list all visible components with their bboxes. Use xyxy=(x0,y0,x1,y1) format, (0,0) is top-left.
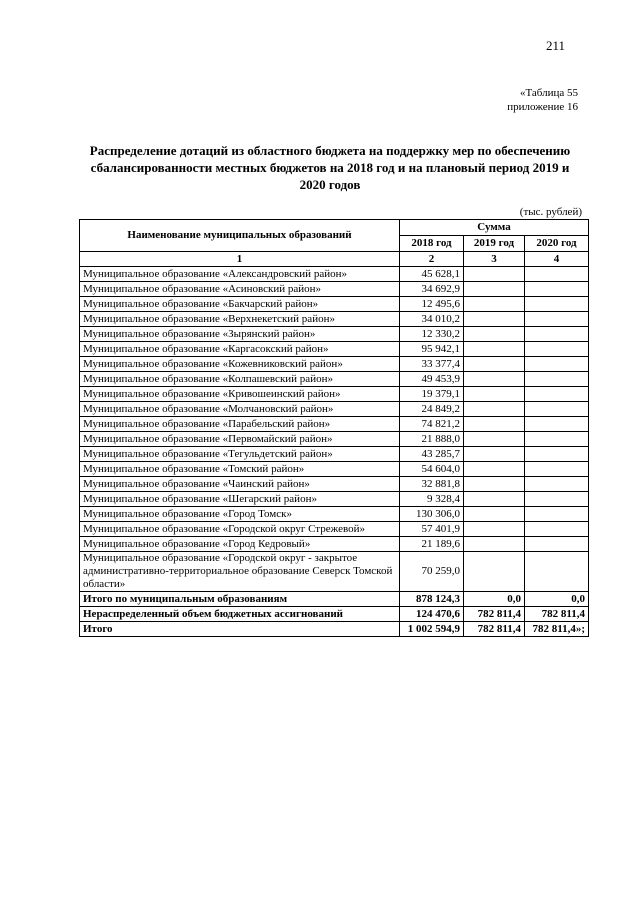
table-row xyxy=(80,477,589,492)
municipality-name: Муниципальное образование «Томский район» xyxy=(80,462,400,477)
value-2018: 9 328,4 xyxy=(400,492,464,507)
units-label: (тыс. рублей) xyxy=(519,206,582,218)
page-number: 211 xyxy=(546,38,566,53)
total-label: Итого xyxy=(80,622,400,637)
value-2019 xyxy=(464,492,525,507)
value-2018: 54 604,0 xyxy=(400,462,464,477)
municipality-name: Муниципальное образование «Чаинский район» xyxy=(80,477,400,492)
total-2020: 0,0 xyxy=(525,592,589,607)
value-2018: 21 189,6 xyxy=(400,537,464,552)
municipality-name: Муниципальное образование «Городской округ - закрытое административно-территориальное образование Северск Томской области» xyxy=(80,552,400,592)
value-2020 xyxy=(525,522,589,537)
subsidy-table xyxy=(79,219,589,637)
municipality-name: Муниципальное образование «Тегульдетский район» xyxy=(80,447,400,462)
value-2020 xyxy=(525,492,589,507)
value-2020 xyxy=(525,282,589,297)
value-2019 xyxy=(464,507,525,522)
table-row xyxy=(80,342,589,357)
document-title: Распределение дотаций из областного бюджета на поддержку мер по обеспечению сбалансированности местных бюджетов на 2018 год и на плановый период 2019 и 2020 годов xyxy=(89,143,571,192)
value-2020 xyxy=(525,417,589,432)
value-2019 xyxy=(464,462,525,477)
municipality-name: Муниципальное образование «Бакчарский район» xyxy=(80,297,400,312)
value-2019 xyxy=(464,297,525,312)
municipality-name: Муниципальное образование «Парабельский район» xyxy=(80,417,400,432)
value-2019 xyxy=(464,357,525,372)
value-2019 xyxy=(464,342,525,357)
municipality-name: Муниципальное образование «Зырянский район» xyxy=(80,327,400,342)
value-2020 xyxy=(525,537,589,552)
value-2018: 12 495,6 xyxy=(400,297,464,312)
column-number: 2 xyxy=(400,252,464,267)
value-2019 xyxy=(464,267,525,282)
table-body xyxy=(80,267,589,637)
table-row xyxy=(80,297,589,312)
table-row xyxy=(80,537,589,552)
value-2018: 70 259,0 xyxy=(400,552,464,592)
value-2019 xyxy=(464,312,525,327)
header-year-2020: 2020 год xyxy=(525,236,589,252)
total-2020: 782 811,4»; xyxy=(525,622,589,637)
table-row xyxy=(80,507,589,522)
value-2020 xyxy=(525,327,589,342)
municipality-name: Муниципальное образование «Кривошеинский район» xyxy=(80,387,400,402)
table-row xyxy=(80,282,589,297)
municipality-name: Муниципальное образование «Кожевниковский район» xyxy=(80,357,400,372)
value-2019 xyxy=(464,402,525,417)
value-2018: 21 888,0 xyxy=(400,432,464,447)
value-2019 xyxy=(464,387,525,402)
total-2019: 782 811,4 xyxy=(464,607,525,622)
value-2018: 24 849,2 xyxy=(400,402,464,417)
total-row xyxy=(80,592,589,607)
value-2018: 19 379,1 xyxy=(400,387,464,402)
header-year-2019: 2019 год xyxy=(464,236,525,252)
table-row xyxy=(80,432,589,447)
value-2020 xyxy=(525,462,589,477)
value-2018: 34 692,9 xyxy=(400,282,464,297)
value-2019 xyxy=(464,282,525,297)
value-2018: 45 628,1 xyxy=(400,267,464,282)
municipality-name: Муниципальное образование «Каргасокский район» xyxy=(80,342,400,357)
municipality-name: Муниципальное образование «Асиновский район» xyxy=(80,282,400,297)
total-row xyxy=(80,607,589,622)
total-2019: 782 811,4 xyxy=(464,622,525,637)
value-2019 xyxy=(464,552,525,592)
table-row xyxy=(80,372,589,387)
table-row xyxy=(80,402,589,417)
municipality-name: Муниципальное образование «Молчановский район» xyxy=(80,402,400,417)
total-label: Нераспределенный объем бюджетных ассигнований xyxy=(80,607,400,622)
annex-reference xyxy=(507,86,578,114)
header-sum: Сумма xyxy=(400,220,589,236)
municipality-name: Муниципальное образование «Александровский район» xyxy=(80,267,400,282)
total-2018: 124 470,6 xyxy=(400,607,464,622)
value-2020 xyxy=(525,507,589,522)
value-2018: 49 453,9 xyxy=(400,372,464,387)
total-2019: 0,0 xyxy=(464,592,525,607)
value-2019 xyxy=(464,417,525,432)
value-2019 xyxy=(464,372,525,387)
annex-table-label: «Таблица 55 xyxy=(519,87,578,99)
table-row xyxy=(80,447,589,462)
value-2019 xyxy=(464,537,525,552)
table-row xyxy=(80,417,589,432)
municipality-name: Муниципальное образование «Шегарский район» xyxy=(80,492,400,507)
column-number: 3 xyxy=(464,252,525,267)
table-row xyxy=(80,327,589,342)
column-number: 4 xyxy=(525,252,589,267)
total-label: Итого по муниципальным образованиям xyxy=(80,592,400,607)
value-2020 xyxy=(525,342,589,357)
municipality-name: Муниципальное образование «Колпашевский район» xyxy=(80,372,400,387)
value-2019 xyxy=(464,522,525,537)
value-2018: 33 377,4 xyxy=(400,357,464,372)
value-2018: 32 881,8 xyxy=(400,477,464,492)
value-2019 xyxy=(464,477,525,492)
municipality-name: Муниципальное образование «Город Кедровый» xyxy=(80,537,400,552)
table-row xyxy=(80,312,589,327)
total-row xyxy=(80,622,589,637)
table-row xyxy=(80,462,589,477)
header-year-2018: 2018 год xyxy=(400,236,464,252)
municipality-name: Муниципальное образование «Город Томск» xyxy=(80,507,400,522)
municipality-name: Муниципальное образование «Первомайский район» xyxy=(80,432,400,447)
value-2019 xyxy=(464,432,525,447)
value-2020 xyxy=(525,477,589,492)
value-2018: 12 330,2 xyxy=(400,327,464,342)
value-2020 xyxy=(525,552,589,592)
value-2018: 57 401,9 xyxy=(400,522,464,537)
value-2020 xyxy=(525,267,589,282)
value-2020 xyxy=(525,372,589,387)
municipality-name: Муниципальное образование «Городской округ Стрежевой» xyxy=(80,522,400,537)
value-2020 xyxy=(525,447,589,462)
table-row xyxy=(80,357,589,372)
value-2020 xyxy=(525,297,589,312)
annex-appendix-label: приложение 16 xyxy=(507,101,578,113)
table-row xyxy=(80,492,589,507)
total-2018: 1 002 594,9 xyxy=(400,622,464,637)
total-2020: 782 811,4 xyxy=(525,607,589,622)
table-row xyxy=(80,522,589,537)
value-2018: 43 285,7 xyxy=(400,447,464,462)
value-2018: 130 306,0 xyxy=(400,507,464,522)
value-2020 xyxy=(525,402,589,417)
total-2018: 878 124,3 xyxy=(400,592,464,607)
value-2019 xyxy=(464,447,525,462)
value-2020 xyxy=(525,312,589,327)
municipality-name: Муниципальное образование «Верхнекетский район» xyxy=(80,312,400,327)
value-2018: 74 821,2 xyxy=(400,417,464,432)
value-2020 xyxy=(525,387,589,402)
table-row xyxy=(80,387,589,402)
value-2020 xyxy=(525,432,589,447)
value-2019 xyxy=(464,327,525,342)
table-row xyxy=(80,552,589,592)
value-2018: 34 010,2 xyxy=(400,312,464,327)
header-municipality-name: Наименование муниципальных образований xyxy=(80,220,400,252)
column-number: 1 xyxy=(80,252,400,267)
value-2018: 95 942,1 xyxy=(400,342,464,357)
value-2020 xyxy=(525,357,589,372)
table-row xyxy=(80,267,589,282)
